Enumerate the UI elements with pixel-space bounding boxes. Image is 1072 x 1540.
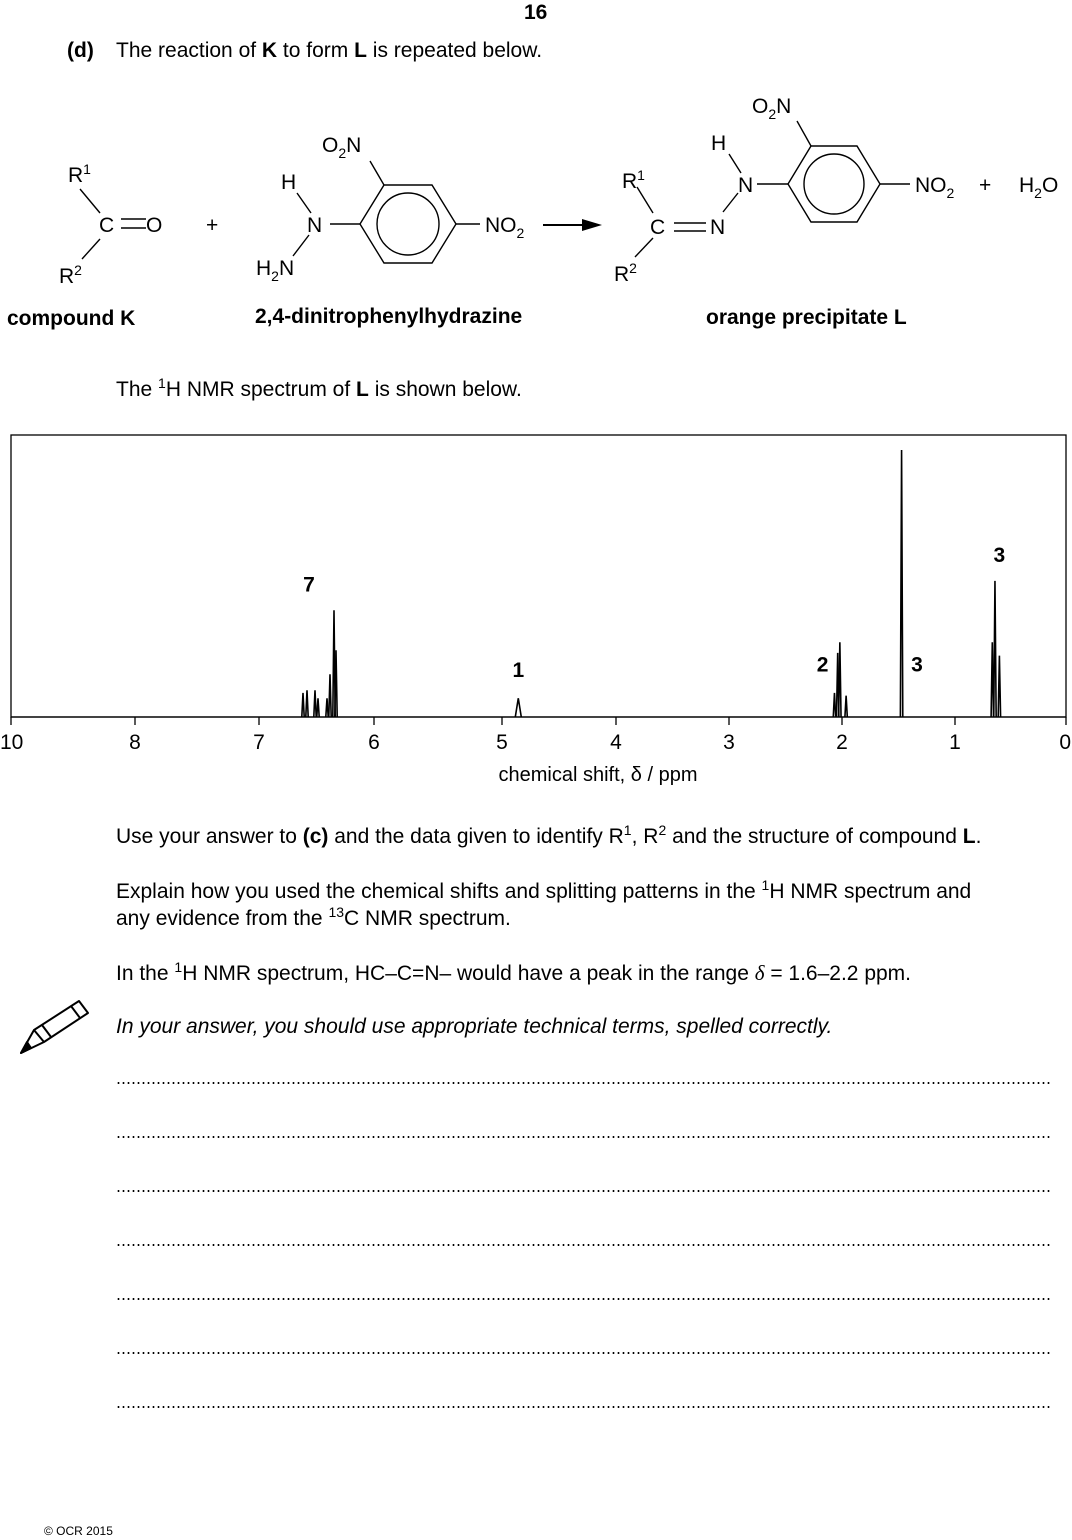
- nmr-peak: [998, 656, 1000, 717]
- nmr-spectrum-chart: [0, 425, 1072, 790]
- nmr-peak: [994, 581, 996, 717]
- nmr-peak: [314, 690, 316, 717]
- x-tick-label: 0: [1059, 731, 1071, 754]
- bond-ring-o2n-product: [797, 121, 811, 146]
- nmr-peak: [335, 650, 337, 717]
- benzene-ring-2: [788, 146, 880, 222]
- x-tick-label: 2: [836, 731, 848, 754]
- question-hint: In the $^1$H NMR spectrum, HC–C=N– would have a peak in the range δ = 1.6–2.2 ppm.: [116, 959, 912, 985]
- plus-sign-2: +: [979, 174, 992, 197]
- peak-integration-label: 2: [816, 653, 829, 677]
- benzene-ring-1: [360, 185, 456, 263]
- r1-label: $R^1$: [68, 161, 91, 187]
- oxygen-label: O: [146, 214, 163, 237]
- peak-integration-label: 7: [303, 573, 315, 597]
- bond-h-n: [297, 193, 311, 213]
- quality-of-communication-instruction: In your answer, you should use appropriate technical terms, spelled correctly.: [116, 1015, 833, 1038]
- nitrogen-product-label-2: N: [710, 216, 726, 239]
- answer-line[interactable]: [116, 1190, 1052, 1192]
- bond-h-n-product: [729, 154, 741, 173]
- no2-label: $NO_2$: [485, 214, 525, 241]
- bond-r1-c: [80, 189, 100, 213]
- h2n-label: $H_2N$: [256, 257, 295, 284]
- x-axis-label: chemical shift, δ / ppm: [498, 764, 698, 786]
- peak-integration-label: 1: [512, 658, 525, 682]
- answer-line[interactable]: [116, 1136, 1052, 1138]
- nitrogen-product-label-1: N: [738, 174, 754, 197]
- nmr-peak: [839, 642, 841, 717]
- answer-line[interactable]: [116, 1244, 1052, 1246]
- answer-line[interactable]: [116, 1298, 1052, 1300]
- pencil-icon: [18, 998, 90, 1058]
- bond-n-nh: [723, 193, 738, 212]
- x-tick-label: 5: [496, 731, 508, 754]
- r1-product-label: $R^1$: [622, 167, 645, 193]
- compound-k-label: compound K: [7, 307, 136, 330]
- spectrum-intro: The $^1$H NMR spectrum of L is shown below.: [116, 375, 522, 401]
- nmr-peak: [329, 674, 331, 717]
- x-tick-label: 10: [0, 731, 24, 754]
- x-tick-label: 7: [253, 731, 265, 754]
- x-tick-label: 4: [610, 731, 622, 754]
- hydrogen-product-label: H: [711, 132, 727, 155]
- answer-line[interactable]: [116, 1406, 1052, 1408]
- bond-r2-c: [82, 239, 100, 259]
- nmr-peak: [515, 698, 521, 717]
- reaction-scheme: [0, 85, 1072, 345]
- nmr-peak: [306, 690, 308, 717]
- question-explain-line-1: Explain how you used the chemical shifts and splitting patterns in the $^1$H NMR spectrum and: [116, 877, 972, 903]
- o2n-label: $O_2N$: [322, 134, 362, 161]
- nitrogen-label: N: [307, 214, 323, 237]
- o2n-product-label: $O_2N$: [752, 95, 792, 122]
- plus-sign: +: [206, 214, 219, 237]
- nmr-peak: [900, 450, 902, 717]
- bond-r1-c-product: [637, 187, 653, 213]
- x-tick-label: 1: [949, 731, 961, 754]
- r2-label: $R^2$: [59, 262, 82, 288]
- r2-product-label: $R^2$: [614, 260, 637, 286]
- hydrogen-label: H: [281, 171, 297, 194]
- bond-ring-o2n: [370, 161, 384, 185]
- aromatic-circle-1: [377, 193, 439, 255]
- x-tick-label: 6: [368, 731, 380, 754]
- aromatic-circle-2: [804, 154, 864, 214]
- part-intro: The reaction of K to form L is repeated below.: [116, 39, 543, 62]
- bond-n-nh2: [293, 235, 309, 256]
- answer-line[interactable]: [116, 1082, 1052, 1084]
- nmr-peak: [317, 698, 319, 717]
- part-label: (d): [67, 39, 94, 62]
- question-explain-line-2: any evidence from the $^{13}$C NMR spectrum.: [116, 904, 511, 930]
- footer-copyright: © OCR 2015: [44, 1524, 113, 1538]
- question-identify: Use your answer to (c) and the data given to identify $R^1$, $R^2$ and the structure of compound L.: [116, 822, 982, 848]
- bond-r2-c-product: [635, 238, 653, 257]
- answer-line[interactable]: [116, 1352, 1052, 1354]
- nmr-peak: [833, 693, 835, 717]
- peak-integration-label: 3: [993, 544, 1006, 568]
- x-tick-label: 3: [723, 731, 735, 754]
- nmr-peak: [302, 693, 304, 717]
- nmr-peak: [845, 696, 847, 717]
- water-label: $H_2O$: [1019, 174, 1059, 201]
- arrow-head: [582, 219, 602, 231]
- peak-integration-label: 3: [911, 653, 923, 677]
- no2-product-label: $NO_2$: [915, 174, 955, 201]
- plot-frame: [11, 435, 1066, 717]
- nmr-peak: [326, 698, 328, 717]
- carbon-product-label: C: [650, 216, 666, 239]
- page-number: 16: [524, 1, 548, 24]
- product-label: orange precipitate L: [706, 306, 907, 329]
- x-tick-label: 8: [129, 731, 141, 754]
- dnph-label: 2,4-dinitrophenylhydrazine: [255, 305, 523, 328]
- carbon-label: C: [99, 214, 115, 237]
